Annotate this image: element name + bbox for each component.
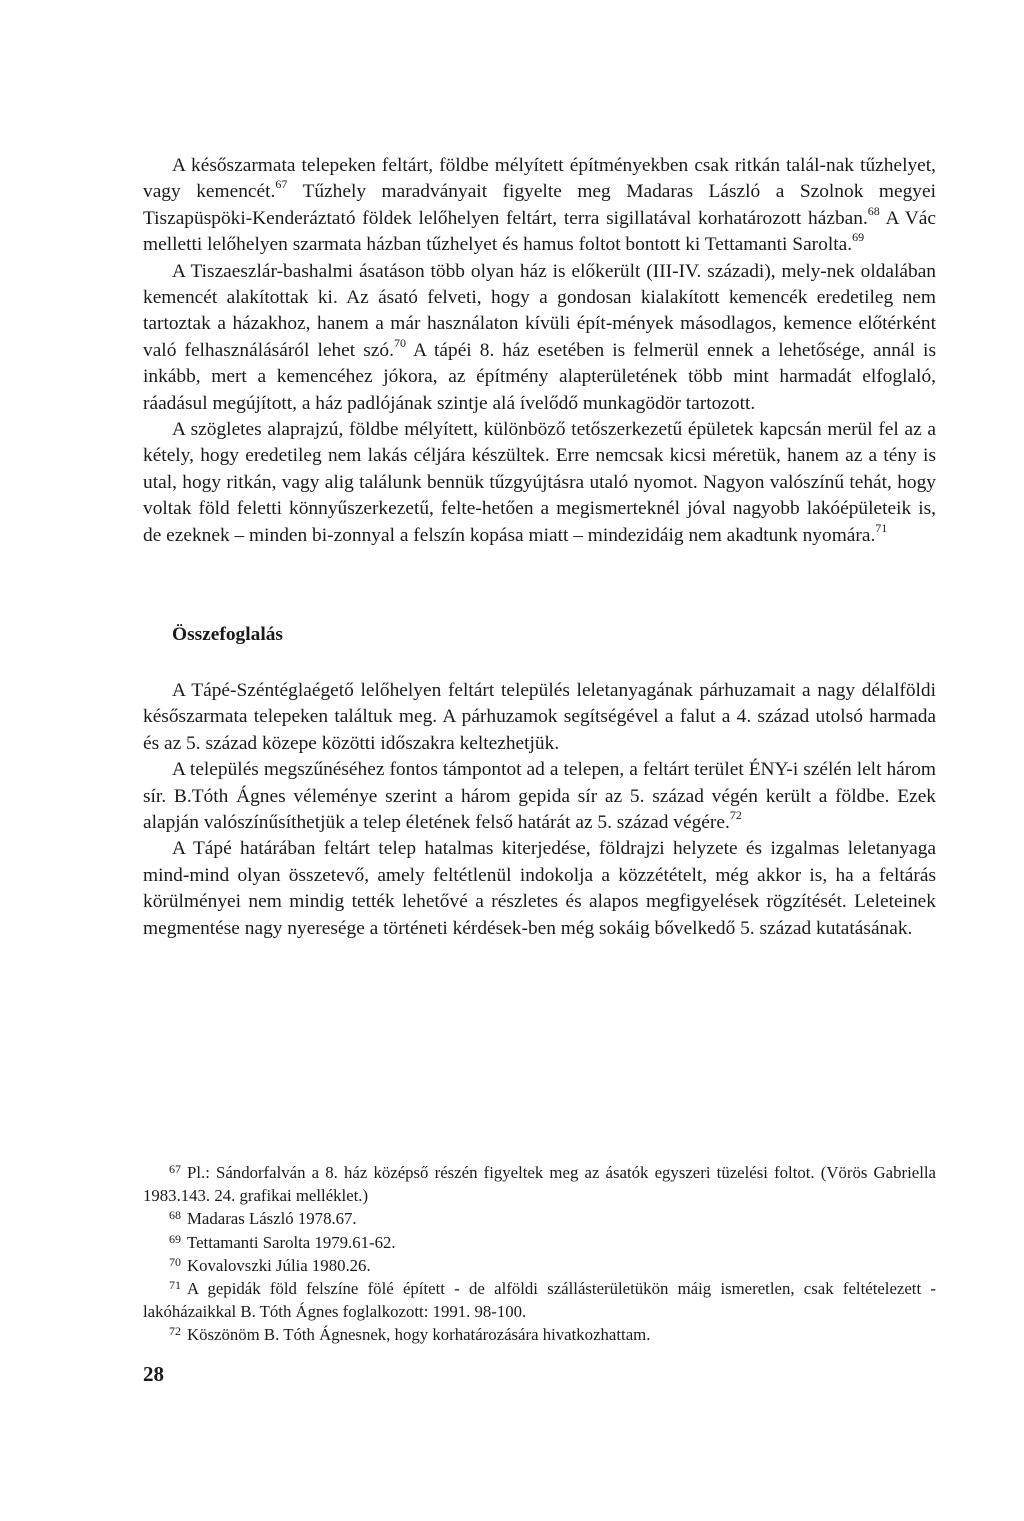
paragraph-text: A Tiszaeszlár-bashalmi ásatáson több olyan ház is előkerült (III-IV. századi), mely-nek oldalában kemencét alakítottak ki. Az ásató felveti, hogy a gondosan kialakított kemencék eredetileg nem tartoztak a házakhoz, hanem a már használaton kívüli épít-mények másodlagos, kemence előtérként való felhasználásáról lehet szó.	[143, 260, 936, 361]
footnote	[143, 1323, 936, 1346]
paragraph-text: A tápéi 8. ház esetében is felmerül ennek a lehetősége, annál is inkább, mert a kemencéhez jókora, az építmény alapterületének több mint harmadát elfoglaló, ráadásul megújított, a ház padlójának szintje alá ívelődő munkagödör tartozott.	[143, 339, 936, 414]
footnote-text: A gepidák föld felszíne fölé épített - de alföldi szállásterületükön máig ismeretlen, csak feltételezett - lakóházaikkal B. Tóth Ágnes foglalkozott: 1991. 98-100.	[143, 1279, 936, 1322]
paragraph-text: A Tápé határában feltárt telep hatalmas kiterjedése, földrajzi helyzete és izgalmas leletanyaga mind-mind olyan összetevő, amely feltétlenül indokolja a közzétételt, még akkor is, ha a feltárás körülményei nem mindig tették lehetővé a részletes és alapos megfigyelések rögzítését. Leleteinek megmentése nagy nyeresége a történeti kérdések-ben még sokáig bővelkedő 5. század kutatásának.	[143, 838, 936, 939]
footnote	[143, 1254, 936, 1277]
paragraph-text: A későszarmata telepeken feltárt, földbe mélyített építményekben csak ritkán talál-nak tűzhelyet, vagy kemencét.	[143, 155, 936, 203]
footnote-number: 69	[169, 1231, 181, 1246]
body-before-heading	[143, 153, 936, 549]
footnote-number: 68	[169, 1208, 181, 1223]
footnote	[143, 1277, 936, 1323]
footnote-reference: 70	[393, 335, 406, 350]
footnote-reference: 72	[729, 808, 742, 823]
footnote-number: 70	[169, 1254, 181, 1269]
paragraph-text: A Tápé-Széntéglaégető lelőhelyen feltárt település leletanyagának párhuzamait a nagy délalföldi későszarmata telepeken találtuk meg. A párhuzamok segítségével a falut a 4. század utolsó harmada és az 5. század közepe közötti időszakra keltezhetjük.	[143, 680, 936, 754]
footnote-reference: 68	[867, 203, 880, 218]
paragraph	[143, 153, 936, 259]
footnote-reference: 67	[275, 177, 288, 192]
paragraph	[143, 836, 936, 942]
footnote-text: Pl.: Sándorfalván a 8. ház középső részén figyeltek meg az ásatók egyszeri tüzelési foltot. (Vörös Gabriella 1983.143. 24. grafikai melléklet.)	[143, 1163, 936, 1206]
footnote-number: 72	[169, 1324, 181, 1339]
footnote	[143, 1231, 936, 1254]
footnote	[143, 1207, 936, 1230]
footnote-text: Tettamanti Sarolta 1979.61-62.	[187, 1232, 396, 1252]
footnote-number: 67	[169, 1162, 181, 1176]
section-heading: Összefoglalás	[172, 624, 283, 645]
paragraph	[143, 259, 936, 417]
body-after-heading	[143, 678, 936, 942]
footnote-reference: 69	[852, 230, 865, 245]
paragraph	[143, 757, 936, 836]
paragraph-text: A település megszűnéséhez fontos támpontot ad a telepen, a feltárt terület ÉNY-i szélén lelt három sír. B.Tóth Ágnes véleménye szerint a három gepida sír az 5. század végén került a földbe. Ezek alapján valószínűsíthetjük a telep életének felső határát az 5. század végére.	[143, 759, 936, 834]
footnote	[143, 1161, 936, 1207]
paragraph-text: A szögletes alaprajzú, földbe mélyített, különböző tetőszerkezetű épületek kapcsán merül fel az a kétely, hogy eredetileg nem lakás céljára készültek. Erre nemcsak kicsi méretük, hanem az a tény is utal, hogy ritkán, vagy alig találunk bennük tűzgyújtásra utaló nyomot. Nagyon valószínű tehát, hogy voltak föld feletti könnyűszerkezetű, felte-hetően a megismerteknél jóval nagyobb lakóépületeik is, de ezeknek – minden bi-zonnyal a felszín kopása miatt – mindezidáig nem akadtunk nyomára.	[143, 419, 936, 546]
footnote-text: Köszönöm B. Tóth Ágnesnek, hogy korhatározására hivatkozhattam.	[187, 1325, 651, 1345]
footnote-text: Madaras László 1978.67.	[187, 1209, 357, 1229]
paragraph	[143, 678, 936, 757]
footnote-text: Kovalovszki Júlia 1980.26.	[187, 1255, 371, 1275]
page-number: 28	[143, 1362, 164, 1386]
paragraph-text: Tűzhely maradványait figyelte meg Madaras László a Szolnok megyei Tiszapüspöki-Kenderáztató földek lelőhelyen feltárt, terra sigillatával korhatározott házban.	[143, 181, 936, 229]
paragraph-text: A Vác melletti lelőhelyen szarmata házban tűzhelyet és hamus foltot bontott ki Tettamanti Sarolta.	[143, 207, 936, 256]
footnotes	[143, 1161, 936, 1347]
footnote-number: 71	[169, 1278, 181, 1293]
paragraph	[143, 417, 936, 549]
footnote-reference: 71	[875, 520, 888, 535]
